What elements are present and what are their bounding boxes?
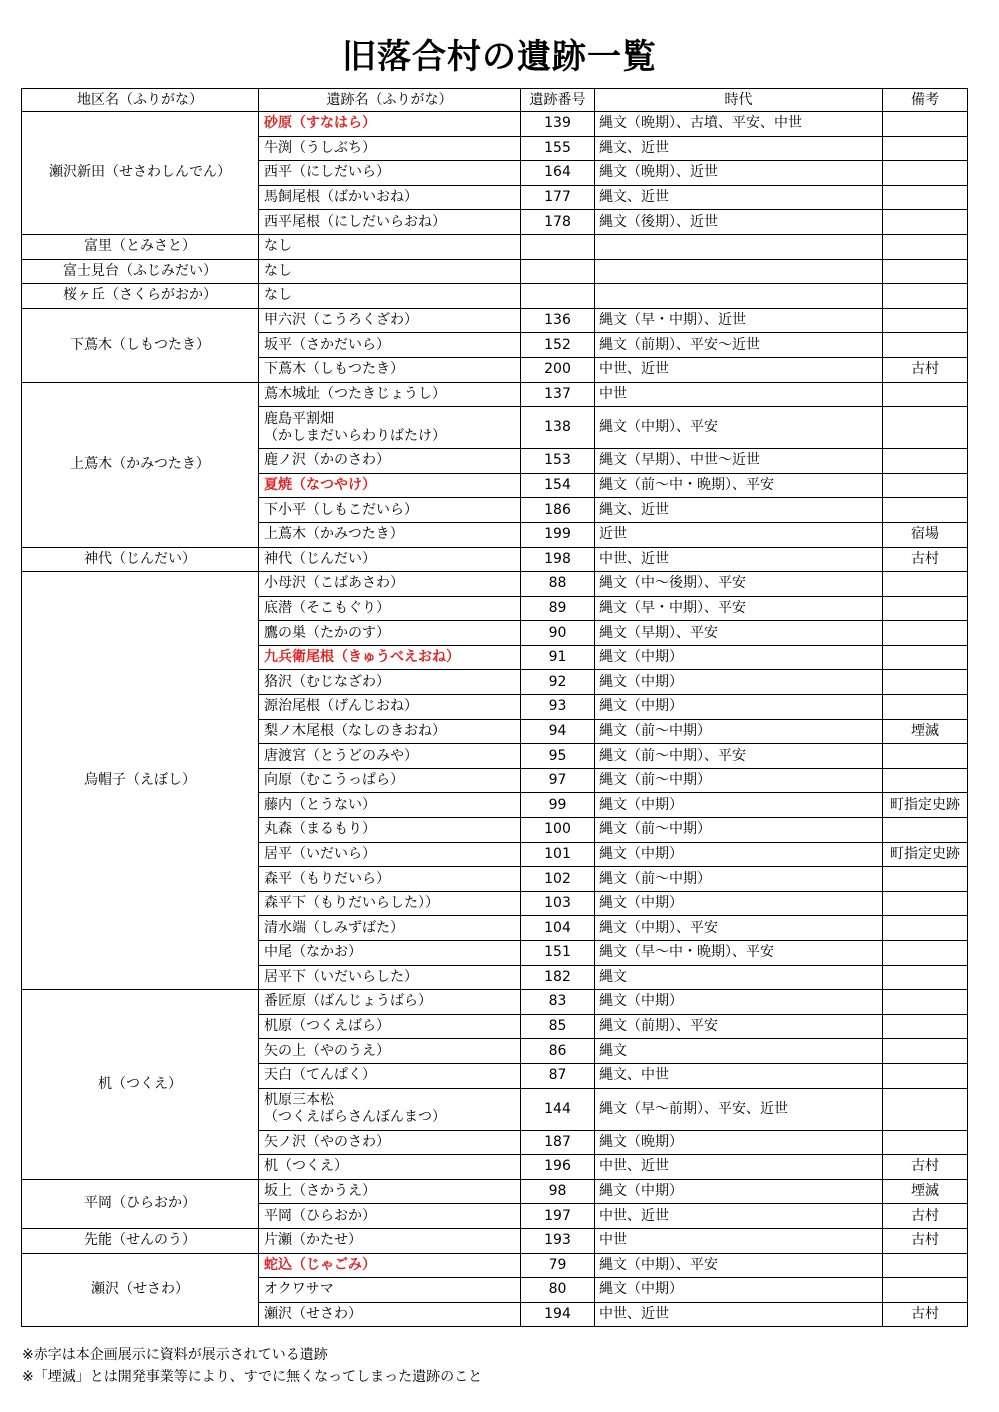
remarks-cell	[883, 449, 968, 474]
site-number-cell: 80	[521, 1278, 595, 1303]
site-name: 鷹の巣（たかのす）	[264, 624, 390, 641]
era-cell	[595, 284, 883, 309]
site-name: 平岡（ひらおか）	[264, 1207, 376, 1224]
site-name-cell	[259, 1063, 521, 1088]
district-cell: 富士見台（ふじみだい）	[22, 259, 259, 284]
site-name-cell	[259, 210, 521, 235]
remarks-cell	[883, 308, 968, 333]
site-name: 西平尾根（にしだいらおね）	[264, 213, 446, 230]
site-number-cell: 102	[521, 867, 595, 892]
site-name: 下小平（しもこだいら）	[264, 501, 418, 518]
era-cell: 縄文	[595, 965, 883, 990]
site-number-cell: 91	[521, 645, 595, 670]
site-number-cell: 178	[521, 210, 595, 235]
footnote-red-text: ※赤字は本企画展示に資料が展示されている遺跡	[22, 1347, 328, 1363]
site-number-cell: 88	[521, 572, 595, 597]
district-cell: 烏帽子（えぼし）	[22, 572, 259, 990]
site-name-cell	[259, 670, 521, 695]
site-name-cell	[259, 1088, 521, 1130]
remarks-cell	[883, 596, 968, 621]
site-number-cell: 90	[521, 621, 595, 646]
site-name: 源治尾根（げんじおね）	[264, 698, 418, 715]
site-name: 清水端（しみずばた）	[264, 919, 404, 936]
era-cell: 縄文（中期）	[595, 670, 883, 695]
district-cell: 神代（じんだい）	[22, 547, 259, 572]
era-cell: 縄文（前～中期）、平安	[595, 744, 883, 769]
remarks-cell: 古村	[883, 1155, 968, 1180]
site-number-cell: 177	[521, 185, 595, 210]
site-name: 牛渕（うしぶち）	[264, 139, 376, 156]
site-name-cell	[259, 842, 521, 867]
remarks-cell: 堙滅	[883, 1179, 968, 1204]
table-row	[22, 990, 968, 1015]
site-name: 甲六沢（こうろくざわ）	[264, 312, 418, 329]
era-cell: 縄文（早～前期）、平安、近世	[595, 1088, 883, 1130]
district-cell: 瀬沢（せさわ）	[22, 1253, 259, 1327]
site-number-cell: 137	[521, 382, 595, 407]
site-name: 森平下（もりだいらした））	[264, 895, 439, 912]
era-cell: 縄文（前～中期）	[595, 818, 883, 843]
era-cell: 縄文（後期）、近世	[595, 210, 883, 235]
era-cell: 縄文（早期）、平安	[595, 621, 883, 646]
site-name-cell	[259, 695, 521, 720]
era-cell: 縄文（早・中期）、平安	[595, 596, 883, 621]
site-number-cell: 196	[521, 1155, 595, 1180]
site-name-cell	[259, 473, 521, 498]
site-number-cell: 95	[521, 744, 595, 769]
remarks-cell: 古村	[883, 1228, 968, 1253]
site-number-cell: 104	[521, 916, 595, 941]
site-name: 梨ノ木尾根（なしのきおね）	[264, 722, 446, 739]
site-name: 砂原（すなはら）	[264, 115, 376, 132]
site-name-cell	[259, 965, 521, 990]
table-row	[22, 284, 968, 309]
site-name: 上蔦木（かみつたき）	[264, 526, 404, 543]
site-name: 鹿島平割畑	[264, 410, 334, 427]
site-number-cell: 97	[521, 768, 595, 793]
site-name-cell	[259, 1014, 521, 1039]
site-name-cell	[259, 259, 521, 284]
site-name-cell	[259, 916, 521, 941]
era-cell: 縄文（早期）、中世～近世	[595, 449, 883, 474]
site-number-cell: 164	[521, 161, 595, 186]
era-cell: 中世	[595, 1228, 883, 1253]
site-name-cell	[259, 719, 521, 744]
era-cell: 縄文（早・中期）、近世	[595, 308, 883, 333]
table-row	[22, 1228, 968, 1253]
remarks-cell	[883, 210, 968, 235]
site-name-cell	[259, 818, 521, 843]
site-number-cell: 200	[521, 357, 595, 382]
district-cell: 先能（せんのう）	[22, 1228, 259, 1253]
table-row	[22, 259, 968, 284]
site-name: 小母沢（こばあさわ）	[264, 575, 404, 592]
site-name-cell	[259, 498, 521, 523]
site-name-cell	[259, 891, 521, 916]
era-cell: 縄文（中期）、平安	[595, 1253, 883, 1278]
district-cell: 上蔦木（かみつたき）	[22, 382, 259, 547]
era-cell: 中世、近世	[595, 357, 883, 382]
site-number-cell: 155	[521, 136, 595, 161]
site-name: 机原（つくえばら）	[264, 1018, 390, 1035]
remarks-cell	[883, 407, 968, 449]
site-name-cell	[259, 744, 521, 769]
era-cell: 縄文（晩期）	[595, 1130, 883, 1155]
site-name: 狢沢（むじなざわ）	[264, 673, 390, 690]
era-cell: 縄文（中期）、平安	[595, 916, 883, 941]
site-name-reading: （つくえばらさんぼんまつ）	[264, 1109, 446, 1126]
site-name: 天白（てんぱく）	[264, 1067, 376, 1084]
era-cell: 縄文（早～中・晩期）、平安	[595, 941, 883, 966]
site-name-cell	[259, 185, 521, 210]
site-name-cell	[259, 768, 521, 793]
site-name: 唐渡宮（とうどのみや）	[264, 747, 418, 764]
site-number-cell: 87	[521, 1063, 595, 1088]
site-number-cell	[521, 234, 595, 259]
site-name-cell	[259, 1130, 521, 1155]
remarks-cell: 宿場	[883, 522, 968, 547]
remarks-cell	[883, 645, 968, 670]
era-cell: 中世、近世	[595, 1302, 883, 1327]
remarks-cell	[883, 333, 968, 358]
site-name: 森平（もりだいら）	[264, 870, 390, 887]
site-number-cell: 94	[521, 719, 595, 744]
site-number-cell: 89	[521, 596, 595, 621]
site-name-cell	[259, 572, 521, 597]
era-cell: 縄文（中期）	[595, 1179, 883, 1204]
remarks-cell: 古村	[883, 547, 968, 572]
remarks-cell	[883, 185, 968, 210]
site-name-cell	[259, 596, 521, 621]
site-name-cell	[259, 941, 521, 966]
era-cell: 縄文、近世	[595, 136, 883, 161]
remarks-cell	[883, 1278, 968, 1303]
site-name-cell	[259, 1039, 521, 1064]
table-row	[22, 308, 968, 333]
site-name: 中尾（なかお）	[264, 944, 362, 961]
site-number-cell: 187	[521, 1130, 595, 1155]
era-cell: 中世、近世	[595, 1204, 883, 1229]
district-cell: 机（つくえ）	[22, 990, 259, 1180]
remarks-cell	[883, 1063, 968, 1088]
era-cell: 縄文（中期）	[595, 891, 883, 916]
era-cell: 中世	[595, 382, 883, 407]
era-cell: 縄文（前～中期）	[595, 867, 883, 892]
district-cell: 下蔦木（しもつたき）	[22, 308, 259, 382]
table-row	[22, 572, 968, 597]
remarks-cell	[883, 768, 968, 793]
site-name-cell	[259, 1302, 521, 1327]
remarks-cell	[883, 473, 968, 498]
site-name: なし	[264, 262, 292, 279]
site-name: 机（つくえ）	[264, 1158, 348, 1175]
site-name: 居平下（いだいらした）	[264, 968, 418, 985]
era-cell: 縄文（中期）	[595, 645, 883, 670]
site-name: オクワサマ	[264, 1281, 334, 1298]
remarks-cell	[883, 112, 968, 137]
site-name: 丸森（まるもり）	[264, 821, 376, 838]
remarks-cell	[883, 670, 968, 695]
site-name-cell	[259, 867, 521, 892]
era-cell: 縄文（中期）	[595, 1278, 883, 1303]
remarks-cell	[883, 259, 968, 284]
site-number-cell: 100	[521, 818, 595, 843]
site-name-cell	[259, 382, 521, 407]
remarks-cell	[883, 621, 968, 646]
site-name-cell	[259, 645, 521, 670]
site-name-cell	[259, 1228, 521, 1253]
remarks-cell: 町指定史跡	[883, 793, 968, 818]
site-number-cell: 92	[521, 670, 595, 695]
table-row	[22, 547, 968, 572]
site-number-cell: 139	[521, 112, 595, 137]
site-name: なし	[264, 238, 292, 255]
site-name: 矢ノ沢（やのさわ）	[264, 1133, 390, 1150]
site-number-cell	[521, 259, 595, 284]
site-name: 神代（じんだい）	[264, 550, 376, 567]
table-row	[22, 1179, 968, 1204]
district-cell: 瀬沢新田（せさわしんでん）	[22, 112, 259, 235]
header-era: 時代	[595, 89, 883, 112]
site-name: 瀬沢（せさわ）	[264, 1306, 362, 1323]
site-name-cell	[259, 308, 521, 333]
remarks-cell	[883, 498, 968, 523]
site-number-cell: 194	[521, 1302, 595, 1327]
era-cell: 縄文（前～中期）	[595, 719, 883, 744]
remarks-cell	[883, 1014, 968, 1039]
era-cell: 縄文（中期）	[595, 695, 883, 720]
era-cell: 縄文	[595, 1039, 883, 1064]
site-name-cell	[259, 234, 521, 259]
site-name-cell	[259, 1204, 521, 1229]
site-number-cell: 152	[521, 333, 595, 358]
site-name: 西平（にしだいら）	[264, 164, 390, 181]
site-number-cell: 199	[521, 522, 595, 547]
site-name-cell	[259, 407, 521, 449]
remarks-cell	[883, 382, 968, 407]
remarks-cell	[883, 891, 968, 916]
era-cell: 縄文、近世	[595, 498, 883, 523]
era-cell: 縄文（晩期）、近世	[595, 161, 883, 186]
remarks-cell	[883, 695, 968, 720]
era-cell: 縄文（中期）	[595, 842, 883, 867]
era-cell: 中世、近世	[595, 547, 883, 572]
era-cell	[595, 234, 883, 259]
table-row	[22, 112, 968, 137]
remarks-cell	[883, 161, 968, 186]
site-name: 向原（むこうっぱら）	[264, 772, 404, 789]
remarks-cell: 町指定史跡	[883, 842, 968, 867]
era-cell: 縄文（晩期）、古墳、平安、中世	[595, 112, 883, 137]
site-table-body	[22, 112, 968, 1327]
site-name: 片瀬（かたせ）	[264, 1232, 362, 1249]
site-number-cell: 197	[521, 1204, 595, 1229]
era-cell: 縄文、中世	[595, 1063, 883, 1088]
era-cell: 縄文（前期）、平安～近世	[595, 333, 883, 358]
site-number-cell: 86	[521, 1039, 595, 1064]
site-name-cell	[259, 333, 521, 358]
era-cell: 縄文（前期）、平安	[595, 1014, 883, 1039]
table-row	[22, 382, 968, 407]
header-row	[22, 89, 968, 112]
site-name: 九兵衛尾根（きゅうべえおね）	[264, 649, 460, 666]
remarks-cell	[883, 941, 968, 966]
site-name: 居平（いだいら）	[264, 845, 376, 862]
remarks-cell: 古村	[883, 1204, 968, 1229]
era-cell: 縄文、近世	[595, 185, 883, 210]
site-name-cell	[259, 1155, 521, 1180]
site-number-cell: 103	[521, 891, 595, 916]
era-cell: 縄文（中～後期）、平安	[595, 572, 883, 597]
site-name: 鹿ノ沢（かのさわ）	[264, 452, 390, 469]
site-number-cell: 98	[521, 1179, 595, 1204]
site-name: 番匠原（ばんじょうばら）	[264, 993, 432, 1010]
remarks-cell	[883, 1253, 968, 1278]
era-cell: 縄文（前～中期）	[595, 768, 883, 793]
site-name: なし	[264, 287, 292, 304]
site-name-cell	[259, 547, 521, 572]
era-cell: 近世	[595, 522, 883, 547]
remarks-cell: 堙滅	[883, 719, 968, 744]
district-cell: 富里（とみさと）	[22, 234, 259, 259]
district-cell: 平岡（ひらおか）	[22, 1179, 259, 1228]
remarks-cell	[883, 234, 968, 259]
footnotes	[22, 1344, 482, 1388]
era-cell: 中世、近世	[595, 1155, 883, 1180]
table-row	[22, 234, 968, 259]
header-site-name: 遺跡名（ふりがな）	[259, 89, 521, 112]
era-cell: 縄文（前～中・晩期）、平安	[595, 473, 883, 498]
site-number-cell	[521, 284, 595, 309]
site-number-cell: 93	[521, 695, 595, 720]
remarks-cell: 古村	[883, 1302, 968, 1327]
era-cell: 縄文（中期）、平安	[595, 407, 883, 449]
footnote-destroyed: ※「堙滅」とは開発事業等により、すでに無くなってしまった遺跡のこと	[22, 1369, 483, 1385]
remarks-cell	[883, 867, 968, 892]
site-number-cell: 193	[521, 1228, 595, 1253]
remarks-cell	[883, 1039, 968, 1064]
site-name: 底潜（そこもぐり）	[264, 599, 390, 616]
site-name-cell	[259, 449, 521, 474]
site-name-cell	[259, 1253, 521, 1278]
site-list-table	[21, 88, 968, 1327]
header-district: 地区名（ふりがな）	[22, 89, 259, 112]
site-name-cell	[259, 161, 521, 186]
site-name-cell	[259, 990, 521, 1015]
site-number-cell: 144	[521, 1088, 595, 1130]
district-cell: 桜ヶ丘（さくらがおか）	[22, 284, 259, 309]
era-cell: 縄文（中期）	[595, 990, 883, 1015]
site-number-cell: 79	[521, 1253, 595, 1278]
site-name: 机原三本松	[264, 1092, 334, 1109]
header-remarks: 備考	[883, 89, 968, 112]
remarks-cell	[883, 990, 968, 1015]
site-name: 坂上（さかうえ）	[264, 1183, 376, 1200]
site-number-cell: 198	[521, 547, 595, 572]
page-title: 旧落合村の遺跡一覧	[342, 37, 657, 77]
remarks-cell	[883, 744, 968, 769]
site-name-cell	[259, 1179, 521, 1204]
remarks-cell	[883, 284, 968, 309]
era-cell: 縄文（中期）	[595, 793, 883, 818]
site-name-cell	[259, 112, 521, 137]
site-number-cell: 138	[521, 407, 595, 449]
site-name-cell	[259, 522, 521, 547]
site-name: 下蔦木（しもつたき）	[264, 361, 404, 378]
era-cell	[595, 259, 883, 284]
site-number-cell: 83	[521, 990, 595, 1015]
site-name-cell	[259, 357, 521, 382]
site-name-cell	[259, 1278, 521, 1303]
site-number-cell: 153	[521, 449, 595, 474]
site-name-cell	[259, 793, 521, 818]
site-number-cell: 136	[521, 308, 595, 333]
remarks-cell	[883, 1130, 968, 1155]
remarks-cell	[883, 136, 968, 161]
site-number-cell: 101	[521, 842, 595, 867]
remarks-cell	[883, 916, 968, 941]
site-number-cell: 151	[521, 941, 595, 966]
table-row	[22, 1253, 968, 1278]
remarks-cell	[883, 572, 968, 597]
remarks-cell	[883, 965, 968, 990]
site-name-cell	[259, 621, 521, 646]
remarks-cell: 古村	[883, 357, 968, 382]
site-number-cell: 85	[521, 1014, 595, 1039]
site-name-cell	[259, 136, 521, 161]
site-name: 蔦木城址（つたきじょうし）	[264, 385, 446, 402]
site-number-cell: 99	[521, 793, 595, 818]
site-name: 蛇込（じゃごみ）	[264, 1256, 376, 1273]
site-number-cell: 182	[521, 965, 595, 990]
site-name: 馬飼尾根（ばかいおね）	[264, 189, 418, 206]
remarks-cell	[883, 818, 968, 843]
site-number-cell: 186	[521, 498, 595, 523]
site-name-reading: （かしまだいらわりばたけ）	[264, 427, 446, 444]
site-name: 坂平（さかだいら）	[264, 336, 390, 353]
site-number-cell: 154	[521, 473, 595, 498]
header-site-number: 遺跡番号	[521, 89, 595, 112]
site-name: 矢の上（やのうえ）	[264, 1042, 390, 1059]
site-name-cell	[259, 284, 521, 309]
site-name: 夏焼（なつやけ）	[264, 477, 376, 494]
site-name: 藤内（とうない）	[264, 796, 376, 813]
remarks-cell	[883, 1088, 968, 1130]
